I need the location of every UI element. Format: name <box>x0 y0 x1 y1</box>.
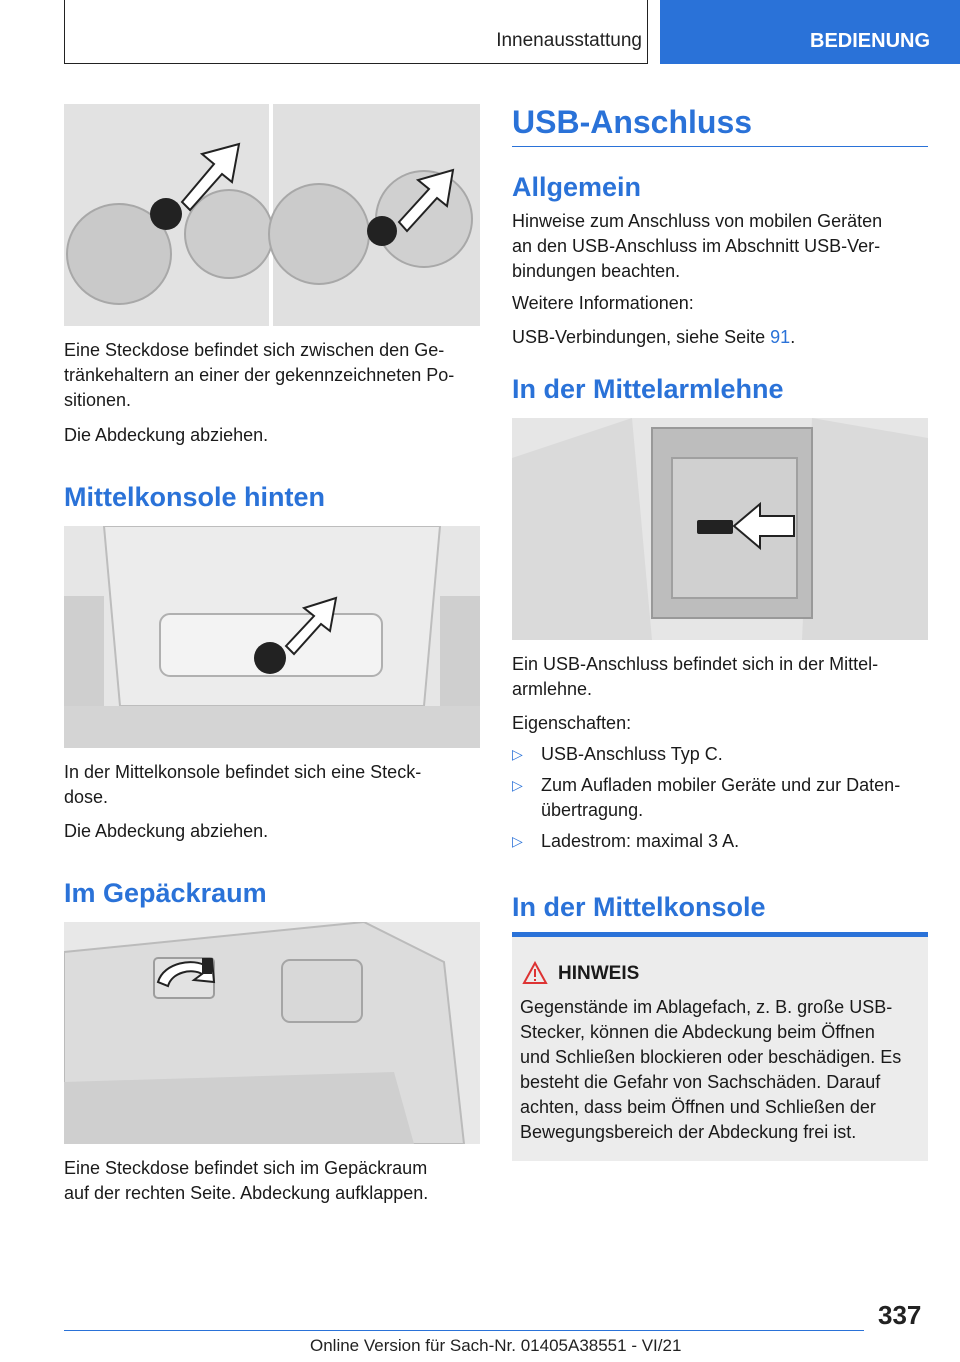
cupholder-instruction: Die Abdeckung abziehen. <box>64 425 269 445</box>
list-item: ▷ USB-Anschluss Typ C. <box>512 742 928 767</box>
luggage-caption: Eine Steckdose befindet sich im Gepäckraum auf der rechten Seite. Abdeckung aufklappen. <box>64 1158 429 1203</box>
general-text: Hinweise zum Anschluss von mobilen Geräten an den USB-Anschluss im Abschnitt USB-Ver- bindungen beachten. <box>512 211 883 281</box>
page-number: 337 <box>878 1300 922 1330</box>
armrest-caption: Ein USB-Anschluss befindet sich in der Mittel- armlehne. <box>512 654 879 699</box>
notice-box <box>512 932 928 1161</box>
heading-luggage: Im Gepäckraum <box>64 878 267 908</box>
list-item: ▷ Zum Aufladen mobiler Geräte und zur Daten- übertragung. <box>512 775 901 820</box>
footer-rule <box>64 1330 864 1331</box>
online-version-text: Online Version für Sach-Nr. 01405A38551 - VI/21 <box>310 1336 682 1355</box>
notice-title: HINWEIS <box>558 963 640 984</box>
title-rule <box>512 146 928 147</box>
triangle-right-icon: ▷ <box>512 777 523 793</box>
usb-section-title: USB-Anschluss <box>512 104 753 140</box>
chapter-title: Innenausstattung <box>496 30 642 51</box>
rear-console-instruction: Die Abdeckung abziehen. <box>64 821 269 841</box>
triangle-right-icon: ▷ <box>512 746 523 762</box>
cupholder-socket-image <box>64 104 480 326</box>
xref-page-link[interactable]: 91 <box>770 327 791 347</box>
list-item: ▷ Ladestrom: maximal 3 A. <box>512 829 928 854</box>
warning-triangle-icon <box>522 961 548 985</box>
cupholder-caption: Eine Steckdose befindet sich zwischen den Ge- tränkehaltern an einer der gekennzeichneten Po- sitionen. <box>64 340 455 410</box>
properties-label: Eigenschaften: <box>512 713 632 733</box>
cross-reference <box>512 325 795 350</box>
heading-center-console: In der Mittelkonsole <box>512 892 766 922</box>
more-info-label: Weitere Informationen: <box>512 293 694 313</box>
heading-general: Allgemein <box>512 172 642 202</box>
xref-end: . <box>790 327 796 347</box>
rear-console-caption: In der Mittelkonsole befindet sich eine Steck- dose. <box>64 762 422 807</box>
luggage-socket-image <box>64 922 480 1144</box>
heading-rear-console: Mittelkonsole hinten <box>64 482 326 512</box>
rear-console-image <box>64 526 480 748</box>
xref-text: USB-Verbindungen, siehe Seite <box>512 327 771 347</box>
heading-armrest: In der Mittelarmlehne <box>512 374 784 404</box>
armrest-usb-image <box>512 418 928 640</box>
triangle-right-icon: ▷ <box>512 833 523 849</box>
notice-text: Gegenstände im Ablagefach, z. B. große USB- Stecker, können die Abdeckung beim Öffnen und Schließen blockieren oder beschädigen. Es besteht die Gefahr von Sachschäden. Darauf achten, dass beim Öffnen und Schließen der Bewegungsbereich der Abdeckung frei ist. <box>520 997 902 1142</box>
section-tab: BEDIENUNG <box>660 0 960 64</box>
